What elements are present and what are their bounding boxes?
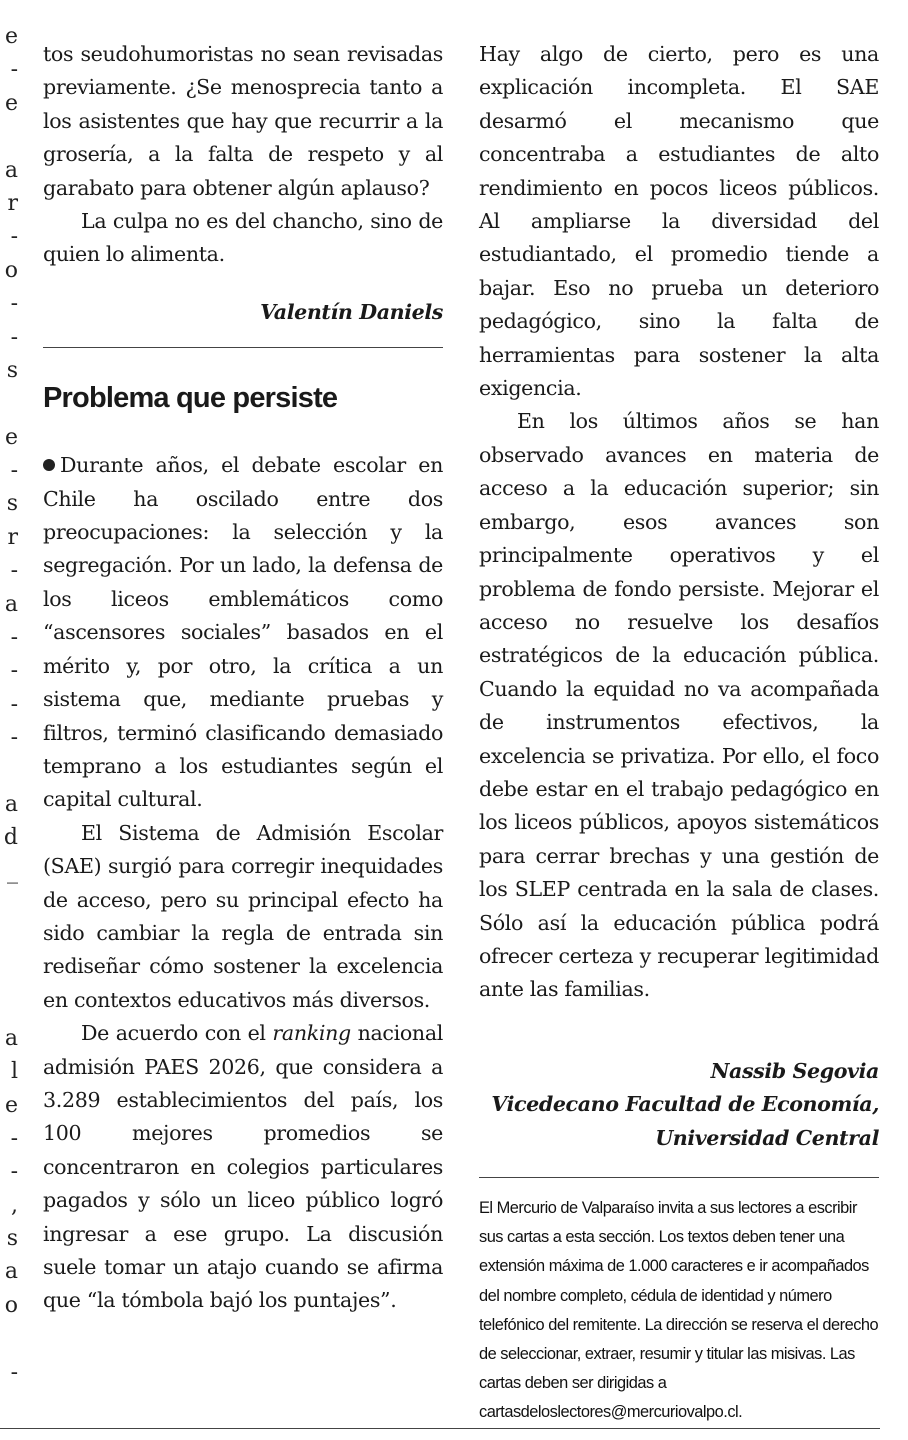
- bullet-icon: [43, 459, 55, 471]
- letter-paragraph-2: El Sistema de Admisión Escolar (SAE) surgió para corregir inequidades de acceso, pero su principal efecto ha sido cambiar la regla de entrada sin rediseñar cómo sostener la excelencia en contextos educativos más diversos.: [43, 820, 443, 1012]
- edge-fragment: -: [10, 458, 18, 484]
- edge-fragment: -: [10, 625, 18, 651]
- edge-fragment: -: [10, 1159, 18, 1185]
- edge-fragment: -: [10, 725, 18, 751]
- edge-fragment: -: [10, 1125, 18, 1151]
- reader-letters-note: El Mercurio de Valparaíso invita a sus lectores a escribir sus cartas a esta sección. Los textos deben tener una extensión máxima de 1.000 caracteres e ir acompañados del nombre completo, cédula de identidad y número telefónico del remitente. La dirección se reserva el derecho de seleccionar, extraer, resumir y titular las misivas. Las cartas deben ser dirigidas a cartasdeloslectores@mercuriovalpo.cl.: [479, 1199, 879, 1422]
- edge-fragment: s: [6, 1226, 18, 1252]
- edge-fragment: a: [4, 157, 18, 183]
- edge-fragment: l: [10, 1059, 18, 1085]
- edge-fragment: -: [10, 558, 18, 584]
- edge-fragment: r: [7, 524, 18, 550]
- edge-fragment: _: [7, 858, 18, 884]
- edge-fragment: s: [6, 491, 18, 517]
- signature-title: Vicedecano Facultad de Economía,: [491, 1092, 879, 1117]
- edge-fragment: -: [10, 57, 18, 83]
- edge-fragment: -: [10, 691, 18, 717]
- edge-fragment: o: [4, 257, 18, 283]
- letter-fragment-opening: tos seudohumoristas no sean revisadas previamente. ¿Se menosprecia tanto a los asistentes que hay que recurrir a la grosería, a la falta de respeto y al garabato para obtener algún aplauso?: [43, 42, 443, 200]
- edge-fragment: [0, 988, 18, 1021]
- edge-fragment: [0, 1322, 18, 1355]
- edge-fragment: [0, 888, 18, 921]
- edge-fragment: [0, 387, 18, 420]
- edge-fragment: [0, 955, 18, 988]
- edge-fragment: e: [4, 424, 18, 450]
- edge-fragment: [0, 922, 18, 955]
- edge-fragment: e: [4, 24, 18, 49]
- edge-fragment: -: [10, 658, 18, 684]
- edge-fragment: -: [10, 324, 18, 350]
- letter-headline: Problema que persiste: [43, 382, 338, 415]
- letters-column-left: [43, 38, 443, 1318]
- letter-paragraph-4: Hay algo de cierto, pero es una explicación incompleta. El SAE desarmó el mecanismo que concentraba a estudiantes de alto rendimiento en pocos liceos públicos. Al ampliarse la diversidad del estudiantado, el promedio tiende a bajar. Eso no prueba un deterioro pedagógico, sino la falta de herramientas para sostener la alta exigencia.: [479, 42, 879, 401]
- edge-fragment: a: [4, 1025, 18, 1051]
- edge-fragment: e: [4, 90, 18, 116]
- edge-fragment: -: [10, 224, 18, 250]
- edge-fragment: a: [4, 791, 18, 817]
- ranking-emphasis: ranking: [272, 1021, 351, 1046]
- page-bottom-rule: [0, 1428, 880, 1429]
- edge-fragment: s: [6, 357, 18, 383]
- letter-paragraph-1: Durante años, el debate escolar en Chile ha oscilado entre dos preocupaciones: la selección y la segregación. Por un lado, la defensa de los liceos emblemáticos como “ascensores sociales” basados en el mérito y, por otro, la crítica a un sistema que, mediante pruebas y filtros, terminó clasificando demasiado temprano a los estudiantes según el capital cultural.: [43, 453, 443, 812]
- letters-column-right: [479, 38, 879, 1428]
- signature-valentin-daniels: Valentín Daniels: [260, 299, 443, 324]
- edge-fragment: a: [4, 1259, 18, 1285]
- edge-fragment: -: [10, 1359, 18, 1385]
- edge-fragment: o: [4, 1292, 18, 1318]
- edge-fragment: [0, 120, 18, 153]
- left-column-edge-fragments: [0, 20, 18, 1389]
- edge-fragment: ,: [11, 1192, 18, 1218]
- edge-fragment: -: [10, 291, 18, 317]
- edge-fragment: e: [4, 1092, 18, 1118]
- note-divider: [479, 1177, 879, 1178]
- signature-organization: Universidad Central: [655, 1125, 879, 1150]
- edge-fragment: r: [7, 190, 18, 216]
- section-divider: [43, 347, 443, 348]
- signature-name: Nassib Segovia: [710, 1058, 879, 1083]
- letter-fragment-closing: La culpa no es del chancho, sino de quien lo alimenta.: [43, 209, 443, 267]
- edge-fragment: [0, 755, 18, 788]
- letter-paragraph-3: De acuerdo con el ranking nacional admisión PAES 2026, que considera a 3.289 establecimientos del país, los 100 mejores promedios se concentraron en colegios particulares pagados y sólo un liceo público logró ingresar a ese grupo. La discusión suele tomar un atajo cuando se afirma que “la tómbola bajó los puntajes”.: [43, 1021, 443, 1313]
- edge-fragment: d: [3, 825, 18, 851]
- letter-paragraph-5: En los últimos años se han observado avances en materia de acceso a la educación superior; sin embargo, esos avances son principalmente operativos y el problema de fondo persiste. Mejorar el acceso no resuelve los desafíos estratégicos de la educación pública. Cuando la equidad no va acompañada de instrumentos efectivos, la excelencia se privatiza. Por ello, el foco debe estar en el trabajo pedagógico en los liceos públicos, apoyos sistemáticos para cerrar brechas y una gestión de los SLEP centrada en la sala de clases. Sólo así la educación pública podrá ofrecer certeza y recuperar legitimidad ante las familias.: [479, 409, 879, 1002]
- edge-fragment: a: [4, 591, 18, 617]
